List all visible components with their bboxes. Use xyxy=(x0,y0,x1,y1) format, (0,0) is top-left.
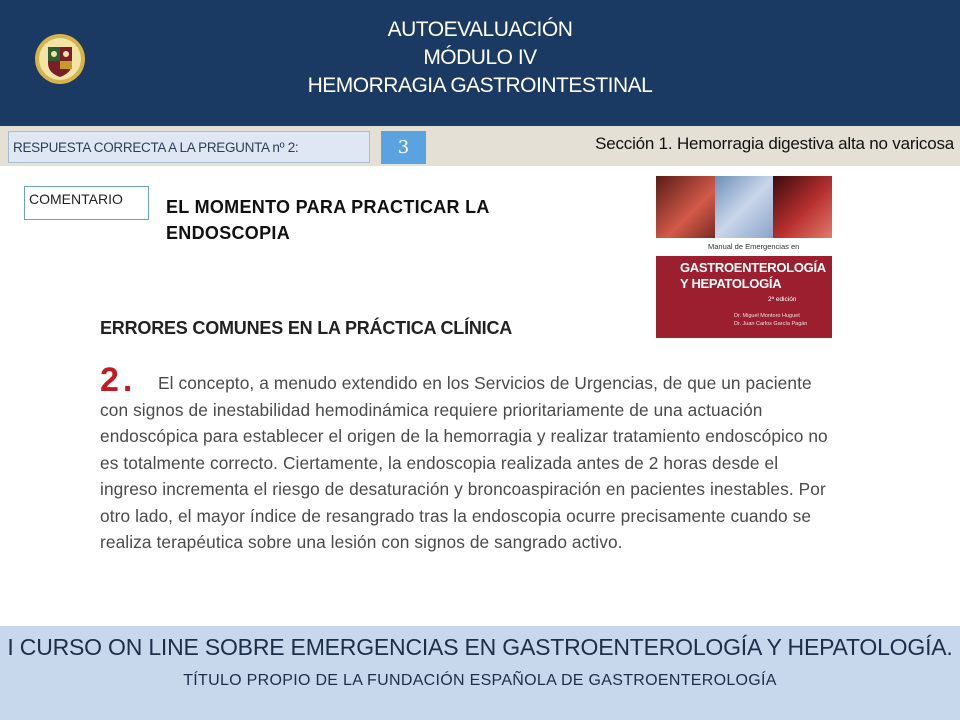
title-line-2: MÓDULO IV xyxy=(423,46,537,69)
title-line-3: HEMORRAGIA GASTROINTESTINAL xyxy=(307,74,653,97)
title-line-1: AUTOEVALUACIÓN xyxy=(387,18,573,41)
book-edition: 2ª edición xyxy=(768,296,797,303)
book-cover xyxy=(656,176,832,338)
book-title xyxy=(680,260,826,292)
book-author-1: Dr. Miguel Montoro Huguet xyxy=(734,313,800,319)
question-label: RESPUESTA CORRECTA A LA PREGUNTA nº 2: xyxy=(8,131,370,163)
excerpt-number: 2. xyxy=(100,361,137,399)
footer-subtitle: TÍTULO PROPIO DE LA FUNDACIÓN ESPAÑOLA DE GASTROENTEROLOGÍA xyxy=(183,672,777,689)
university-seal-icon xyxy=(34,33,86,85)
excerpt-text: El concepto, a menudo extendido en los Servicios de Urgencias, de que un paciente con signos de inestabilidad hemodinámica requiere prioritariamente de una actuación endoscópica para establecer el origen de la hemorragia y realizar tratamiento endoscópico no es totalmente correcto. Ciertamente, la endoscopia realizada antes de 2 horas desde el ingreso incrementa el riesgo de desaturación y broncoaspiración en pacientes inestables. Por otro lado, el mayor índice de resangrado tras la endoscopia ocurre precisamente cuando se realiza terapéutica sobre una lesión con signos de sangrado activo. xyxy=(100,373,828,552)
presentation-title xyxy=(200,16,760,100)
excerpt-title: ERRORES COMUNES EN LA PRÁCTICA CLÍNICA xyxy=(100,318,513,338)
book-authors xyxy=(734,312,807,328)
book-title-line-2: Y HEPATOLOGÍA xyxy=(680,276,782,291)
answer-number: 3 xyxy=(381,131,426,164)
footer-course-title: I CURSO ON LINE SOBRE EMERGENCIAS EN GASTROENTEROLOGÍA Y HEPATOLOGÍA. xyxy=(7,634,953,660)
book-series: Manual de Emergencias en xyxy=(656,238,832,256)
book-author-2: Dr. Juan Carlos García Pagán xyxy=(734,321,808,327)
cover-endoscopy-photos xyxy=(656,176,832,238)
comment-box: COMENTARIO xyxy=(24,186,149,220)
section-title: Sección 1. Hemorragia digestiva alta no varicosa xyxy=(595,134,954,153)
footer-text xyxy=(0,632,960,695)
book-title-line-1: GASTROENTEROLOGÍA xyxy=(680,260,826,275)
slide-heading: EL MOMENTO PARA PRACTICAR LA ENDOSCOPIA xyxy=(166,197,490,243)
